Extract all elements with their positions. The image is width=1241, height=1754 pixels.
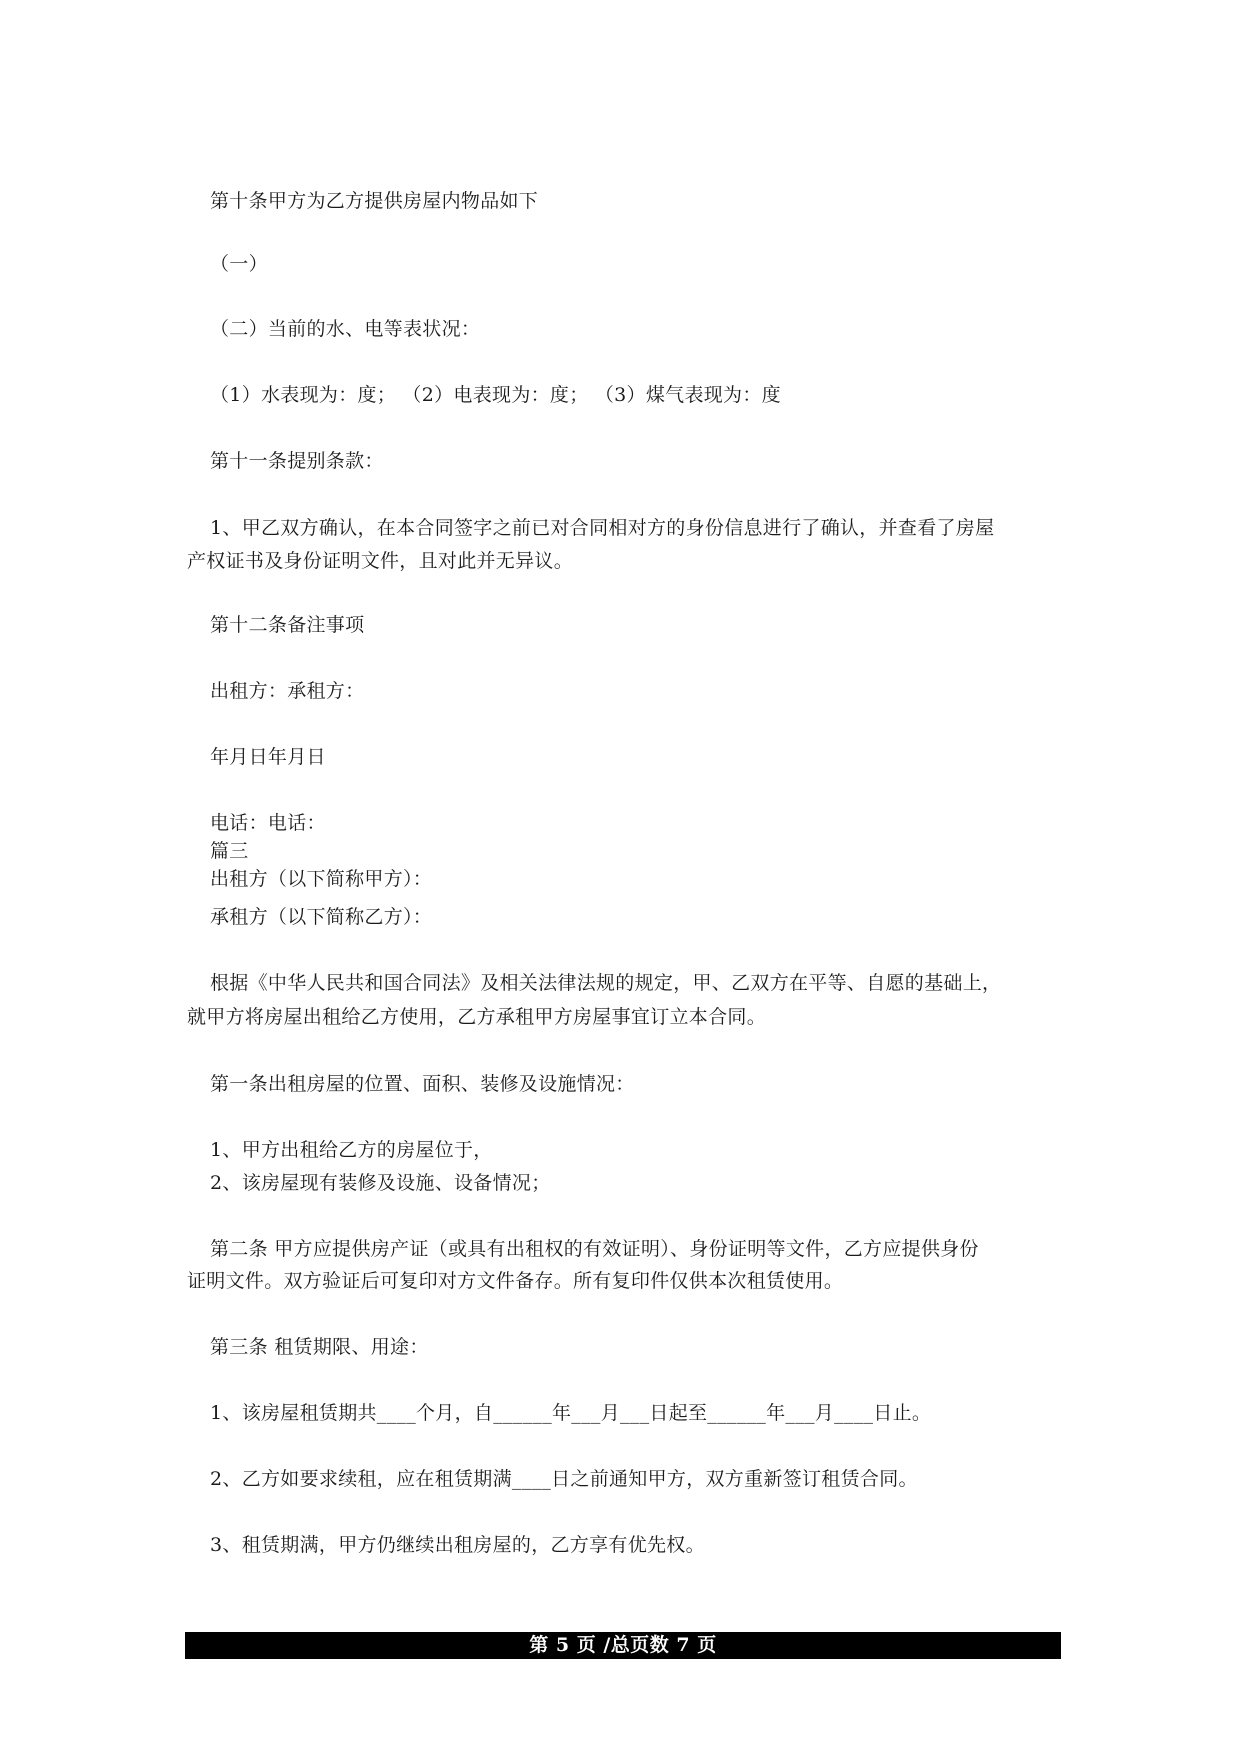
lessor-line: 出租方（以下简称甲方）： xyxy=(210,868,433,890)
article-10-heading: 第十条甲方为乙方提供房屋内物品如下 xyxy=(210,190,539,212)
article-11-heading: 第十一条提别条款： xyxy=(210,450,384,472)
clause-3-3: 3、租赁期满，甲方仍继续出租房屋的，乙方享有优先权。 xyxy=(210,1534,705,1556)
article-1-heading: 第一条出租房屋的位置、面积、装修及设施情况： xyxy=(210,1073,635,1095)
clause-1-1: 1、甲方出租给乙方的房屋位于， xyxy=(210,1139,493,1161)
clause-11-1-line1: 1、甲乙双方确认，在本合同签字之前已对合同相对方的身份信息进行了确认，并查看了房屋 xyxy=(210,517,995,539)
section-title: 篇三 xyxy=(210,840,249,862)
item-2-meter-status: （二）当前的水、电等表状况： xyxy=(210,318,481,340)
item-1: （一） xyxy=(210,253,268,275)
clause-1-2: 2、该房屋现有装修及设施、设备情况； xyxy=(210,1172,551,1194)
clause-11-1-line2: 产权证书及身份证明文件，且对此并无异议。 xyxy=(187,550,574,572)
preamble-line1: 根据《中华人民共和国合同法》及相关法律法规的规定，甲、乙双方在平等、自愿的基础上， xyxy=(210,972,1002,994)
article-3-heading: 第三条 租赁期限、用途： xyxy=(210,1336,429,1358)
preamble-line2: 就甲方将房屋出租给乙方使用，乙方承租甲方房屋事宜订立本合同。 xyxy=(187,1006,767,1028)
article-2-line2: 证明文件。双方验证后可复印对方文件备存。所有复印件仅供本次租赁使用。 xyxy=(187,1270,844,1292)
signature-phones: 电话：电话： xyxy=(210,812,326,834)
signature-parties: 出租方：承租方： xyxy=(210,680,365,702)
signature-dates: 年月日年月日 xyxy=(210,746,326,768)
meter-readings: （1）水表现为：度； （2）电表现为：度； （3）煤气表现为：度 xyxy=(210,384,781,406)
article-2-line1: 第二条 甲方应提供房产证（或具有出租权的有效证明）、身份证明等文件，乙方应提供身份 xyxy=(210,1238,979,1260)
lessee-line: 承租方（以下简称乙方）： xyxy=(210,906,433,928)
article-12-heading: 第十二条备注事项 xyxy=(210,614,365,636)
page-number: 第 5 页 /总页数 7 页 xyxy=(529,1634,717,1656)
clause-3-2: 2、乙方如要求续租，应在租赁期满____日之前通知甲方，双方重新签订租赁合同。 xyxy=(210,1468,918,1490)
page-footer-bar xyxy=(185,1632,1061,1659)
clause-3-1: 1、该房屋租赁期共____个月，自______年___月___日起至______年___月____日止。 xyxy=(210,1402,932,1424)
